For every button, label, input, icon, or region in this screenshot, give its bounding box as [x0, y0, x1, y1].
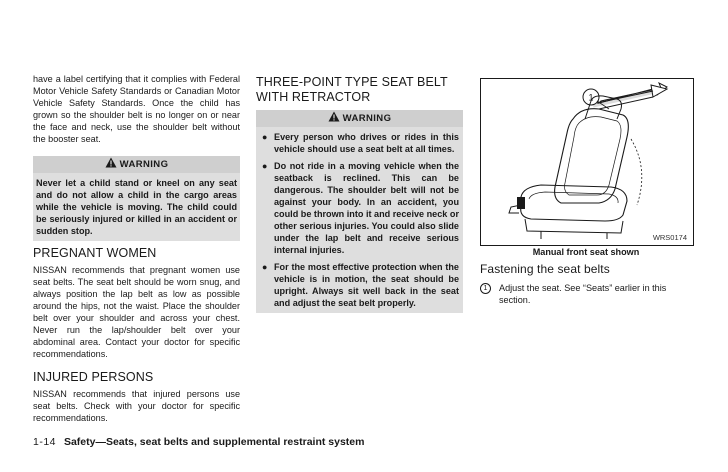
right-column: [480, 247, 692, 306]
warning-icon: [105, 157, 117, 174]
fastening-heading: Fastening the seat belts: [480, 262, 610, 276]
intro-paragraph: have a label certifying that it complies with Federal Motor Vehicle Safety Standards or Canadian Motor Vehicle Safety Standards. Once the child has grown so the shoulder belt is no longer on or near the face and neck, use the shoulder belt without the booster seat.: [33, 74, 240, 145]
pregnant-heading: PREGNANT WOMEN: [33, 246, 157, 261]
list-item: ● Do not ride in a moving vehicle when the seatback is reclined. This can be dangerous. The shoulder belt will not be against your body. In an accident, you could be thrown into it and receive neck or other serious injuries. You could also slide under the lap belt and receive serious internal injuries.: [262, 161, 459, 255]
bullet-icon: ●: [262, 132, 268, 142]
warning-title: WARNING: [342, 113, 392, 124]
bullet-icon: ●: [262, 161, 268, 171]
seat-figure: [480, 78, 694, 246]
pregnant-paragraph: NISSAN recommends that pregnant women use seat belts. The seat belt should be worn snug, and always position the lap belt as low as possible around the hips, not the waist. Place the shoulder belt over your shoulder and across your chest. Never run the lap/shoulder belt over your abdominal area. Contact your doctor for specific recommendations.: [33, 264, 240, 360]
list-item: ● For the most effective protection when the vehicle is in motion, the seat should be upright. Always sit well back in the seat and adjust the seat belt properly.: [262, 262, 459, 308]
seatbelt-warning-box: [256, 110, 463, 313]
warning-header: [256, 110, 463, 127]
injured-paragraph: NISSAN recommends that injured persons use seat belts. Check with your doctor for specific recommendations.: [33, 388, 240, 423]
figure-caption: Manual front seat shown: [532, 247, 640, 257]
step-number-icon: 1: [480, 283, 491, 294]
page-footer: [33, 436, 364, 448]
warning-title: WARNING: [119, 158, 169, 170]
step-item: [480, 282, 692, 306]
bullet-icon: ●: [262, 262, 268, 272]
chapter-title: Safety—Seats, seat belts and supplemental restraint system: [63, 436, 365, 448]
warning-bullets: [256, 127, 463, 313]
warning-text: Never let a child stand or kneel on any seat and do not allow a child in the cargo areas while the vehicle is moving. The child could be seriously injured or killed in an accident or sudden stop.: [36, 177, 237, 236]
figure-code: WRS0174: [652, 233, 687, 242]
seatbelt-heading: THREE-POINT TYPE SEAT BELT WITH RETRACTOR: [256, 75, 448, 104]
list-item: ● Every person who drives or rides in this vehicle should use a seat belt at all times.: [262, 132, 459, 154]
warning-header: [33, 156, 240, 173]
child-warning-box: [33, 156, 240, 241]
left-column: [33, 73, 240, 424]
injured-heading: INJURED PERSONS: [33, 370, 154, 385]
warning-icon: [328, 111, 340, 128]
seat-illustration: [481, 79, 693, 245]
page-number: 1-14: [33, 436, 57, 448]
step-text: Adjust the seat. See “Seats” earlier in this section.: [499, 282, 667, 305]
figure-callout: 1: [588, 92, 594, 103]
middle-column: [256, 75, 463, 313]
